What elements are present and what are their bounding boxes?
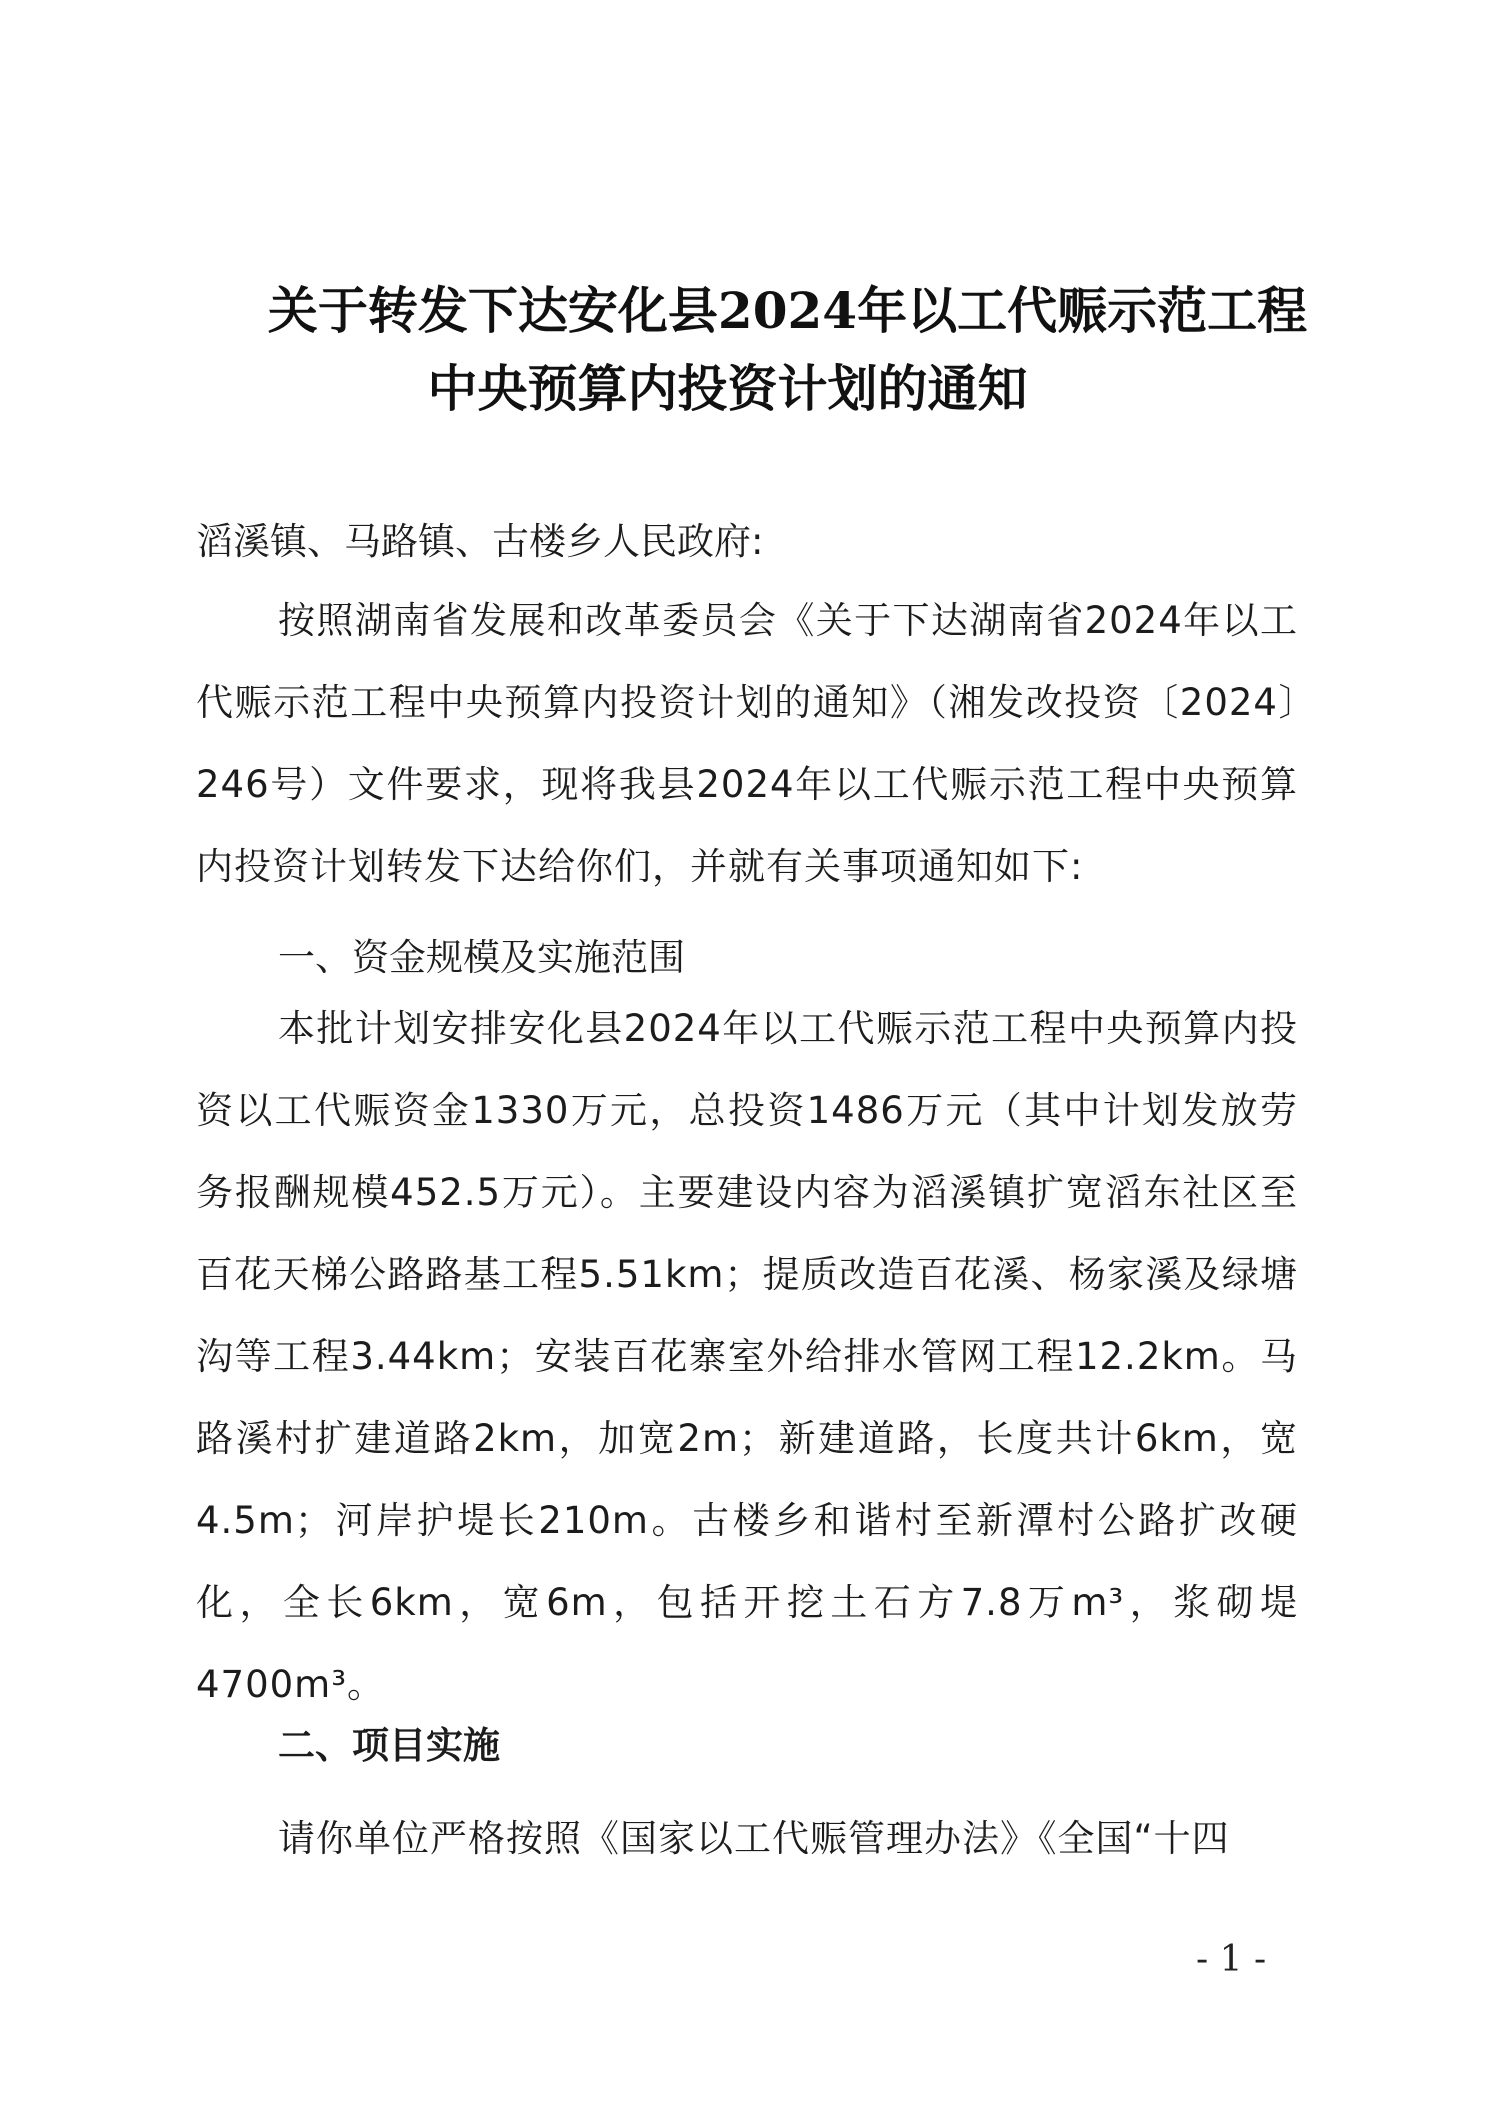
document-title-line-1: 关于转发下达安化县2024年以工代赈示范工程 xyxy=(267,281,1308,340)
paragraph-funding-details: 本批计划安排安化县2024年以工代赈示范工程中央预算内投资以工代赈资金1330万元，总投资1486万元（其中计划发放劳务报酬规模452.5万元）。主要建设内容为滔溪镇扩宽滔东社区至百花天梯公路路基工程5.51km；提质改造百花溪、杨家溪及绿塘沟等工程3.44km；安装百花寨室外给排水管网工程12.2km。马路溪村扩建道路2km，加宽2m；新建道路，长度共计6km，宽4.5m；河岸护堤长210m。古楼乡和谐村至新潭村公路扩改硬化，全长6km，宽6m，包括开挖土石方7.8万m³，浆砌堤4700m³。 xyxy=(196,1007,1298,1706)
paragraph-implementation: 请你单位严格按照《国家以工代赈管理办法》《全国“十四 xyxy=(278,1817,1230,1860)
addressee: 滔溪镇、马路镇、古楼乡人民政府: xyxy=(196,520,764,563)
paragraph-intro: 按照湖南省发展和改革委员会《关于下达湖南省2024年以工代赈示范工程中央预算内投资计划的通知》（湘发改投资〔2024〕246号）文件要求，现将我县2024年以工代赈示范工程中央预算内投资计划转发下达给你们，并就有关事项通知如下: xyxy=(196,599,1298,888)
page-number: - 1 - xyxy=(1196,1939,1267,1980)
section-heading-funding-scope: 一、资金规模及实施范围 xyxy=(278,936,685,979)
document-title-line-2: 中央预算内投资计划的通知 xyxy=(427,359,1028,418)
section-heading-project-implementation: 二、项目实施 xyxy=(278,1724,500,1767)
